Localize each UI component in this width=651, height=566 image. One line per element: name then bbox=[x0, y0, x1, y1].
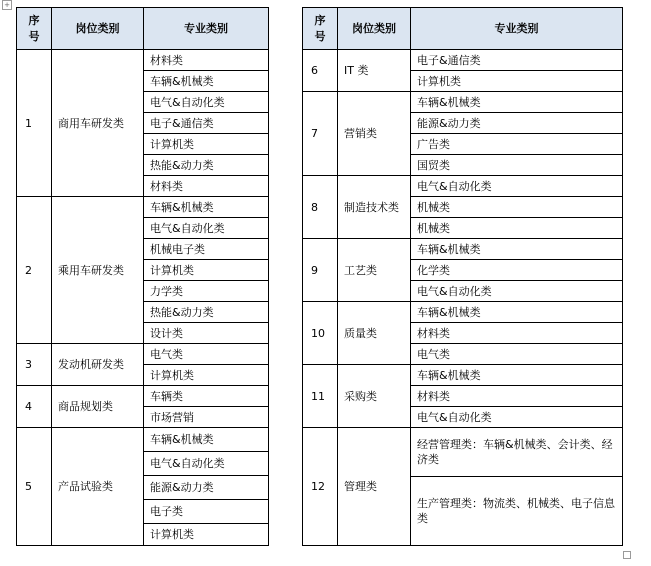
major-item: 经营管理类：车辆&机械类、会计类、经济类 bbox=[411, 428, 623, 477]
job-category: 营销类 bbox=[338, 92, 411, 176]
major-item: 车辆类 bbox=[144, 386, 269, 407]
table-row bbox=[303, 176, 623, 197]
row-number: 6 bbox=[303, 50, 338, 92]
row-number: 9 bbox=[303, 239, 338, 302]
major-item: 电子类 bbox=[144, 500, 269, 524]
job-category: 发动机研发类 bbox=[52, 344, 144, 386]
major-item: 电气&自动化类 bbox=[411, 407, 623, 428]
major-item: 广告类 bbox=[411, 134, 623, 155]
table-row bbox=[303, 428, 623, 477]
job-category: 制造技术类 bbox=[338, 176, 411, 239]
major-item: 计算机类 bbox=[411, 71, 623, 92]
major-item: 机械电子类 bbox=[144, 239, 269, 260]
table-row bbox=[17, 197, 269, 218]
job-table-right bbox=[302, 7, 623, 546]
header-seq: 序 号 bbox=[303, 8, 338, 50]
table-row bbox=[303, 239, 623, 260]
table-row bbox=[17, 428, 269, 452]
major-item: 电气&自动化类 bbox=[144, 218, 269, 239]
table-row bbox=[303, 92, 623, 113]
major-item: 电气类 bbox=[411, 344, 623, 365]
major-item: 电气&自动化类 bbox=[144, 452, 269, 476]
major-item: 车辆&机械类 bbox=[411, 92, 623, 113]
major-item: 车辆&机械类 bbox=[144, 428, 269, 452]
row-number: 2 bbox=[17, 197, 52, 344]
row-number: 4 bbox=[17, 386, 52, 428]
job-category: 商品规划类 bbox=[52, 386, 144, 428]
table-resize-handle-icon[interactable] bbox=[623, 551, 631, 559]
major-item: 电气&自动化类 bbox=[411, 281, 623, 302]
table-header-row bbox=[303, 8, 623, 50]
major-item: 化学类 bbox=[411, 260, 623, 281]
major-item: 材料类 bbox=[411, 386, 623, 407]
row-number: 11 bbox=[303, 365, 338, 428]
job-category: 管理类 bbox=[338, 428, 411, 546]
major-item: 材料类 bbox=[144, 50, 269, 71]
job-category: 采购类 bbox=[338, 365, 411, 428]
row-number: 10 bbox=[303, 302, 338, 365]
major-item: 电气&自动化类 bbox=[411, 176, 623, 197]
row-number: 12 bbox=[303, 428, 338, 546]
major-item: 材料类 bbox=[144, 176, 269, 197]
major-item: 计算机类 bbox=[144, 365, 269, 386]
major-item: 力学类 bbox=[144, 281, 269, 302]
table-row bbox=[303, 50, 623, 71]
job-category: 质量类 bbox=[338, 302, 411, 365]
row-number: 7 bbox=[303, 92, 338, 176]
header-major: 专业类别 bbox=[144, 8, 269, 50]
major-item: 电气类 bbox=[144, 344, 269, 365]
major-item: 车辆&机械类 bbox=[411, 302, 623, 323]
header-category: 岗位类别 bbox=[338, 8, 411, 50]
major-item: 计算机类 bbox=[144, 524, 269, 546]
table-row bbox=[17, 386, 269, 407]
major-item: 电气&自动化类 bbox=[144, 92, 269, 113]
job-category: 产品试验类 bbox=[52, 428, 144, 546]
table-row bbox=[17, 344, 269, 365]
header-seq: 序 号 bbox=[17, 8, 52, 50]
major-item: 国贸类 bbox=[411, 155, 623, 176]
row-number: 5 bbox=[17, 428, 52, 546]
row-number: 8 bbox=[303, 176, 338, 239]
table-row bbox=[17, 50, 269, 71]
header-major: 专业类别 bbox=[411, 8, 623, 50]
major-item: 热能&动力类 bbox=[144, 302, 269, 323]
major-item: 生产管理类：物流类、机械类、电子信息类 bbox=[411, 477, 623, 546]
major-item: 车辆&机械类 bbox=[144, 197, 269, 218]
table-row bbox=[303, 302, 623, 323]
major-item: 能源&动力类 bbox=[411, 113, 623, 134]
job-category: IT 类 bbox=[338, 50, 411, 92]
row-number: 3 bbox=[17, 344, 52, 386]
major-item: 电子&通信类 bbox=[144, 113, 269, 134]
job-table-left bbox=[16, 7, 269, 546]
major-item: 机械类 bbox=[411, 197, 623, 218]
major-item: 市场营销 bbox=[144, 407, 269, 428]
table-row bbox=[303, 365, 623, 386]
major-item: 机械类 bbox=[411, 218, 623, 239]
major-item: 计算机类 bbox=[144, 260, 269, 281]
major-item: 计算机类 bbox=[144, 134, 269, 155]
row-number: 1 bbox=[17, 50, 52, 197]
major-item: 热能&动力类 bbox=[144, 155, 269, 176]
job-category: 工艺类 bbox=[338, 239, 411, 302]
major-item: 电子&通信类 bbox=[411, 50, 623, 71]
table-move-handle-icon[interactable]: + bbox=[2, 0, 12, 10]
major-item: 能源&动力类 bbox=[144, 476, 269, 500]
job-category: 乘用车研发类 bbox=[52, 197, 144, 344]
major-item: 车辆&机械类 bbox=[144, 71, 269, 92]
major-item: 车辆&机械类 bbox=[411, 365, 623, 386]
major-item: 车辆&机械类 bbox=[411, 239, 623, 260]
major-item: 材料类 bbox=[411, 323, 623, 344]
table-header-row bbox=[17, 8, 269, 50]
header-category: 岗位类别 bbox=[52, 8, 144, 50]
job-category: 商用车研发类 bbox=[52, 50, 144, 197]
major-item: 设计类 bbox=[144, 323, 269, 344]
